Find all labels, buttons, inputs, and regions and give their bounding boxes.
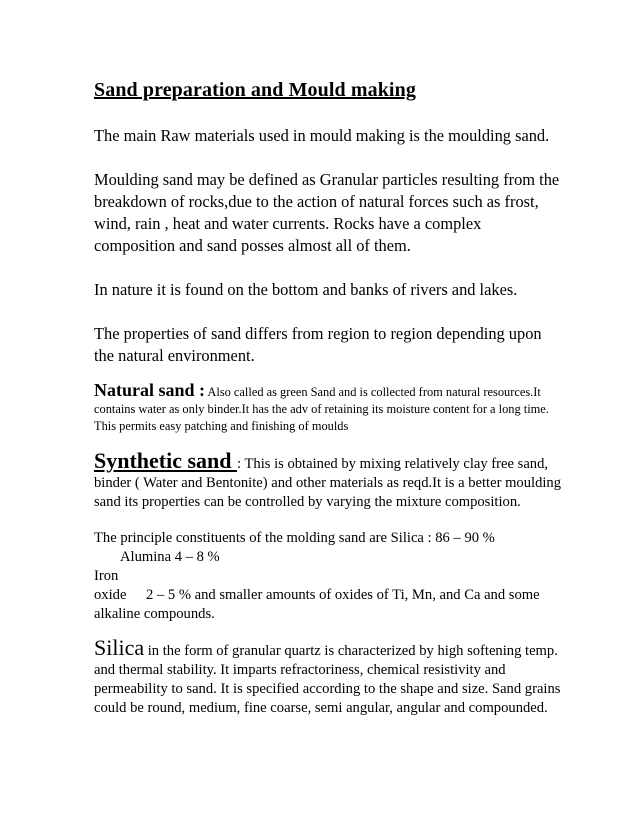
page-title: Sand preparation and Mould making xyxy=(94,79,416,101)
natural-sand-text: Also called as green Sand and is collected from natural resources.It contains water as only binder.It has the adv of retaining its moisture content for a long time. This permits easy patching and finishing of moulds xyxy=(94,385,549,433)
iron-oxide-label: Iron oxide xyxy=(94,568,127,603)
synthetic-sand-text: : This is obtained by mixing relatively clay free sand, binder ( Water and Bentonite) and other materials as reqd.It is a better moulding sand its properties can be controlled by varying the mixture composition. xyxy=(94,456,562,510)
iron-oxide-text: 2 – 5 % and smaller amounts of oxides of Ti, Mn, and Ca and some alkaline compounds. xyxy=(94,587,540,622)
natural-sand-heading: Natural sand : xyxy=(94,380,206,400)
constituents-line-3 xyxy=(94,567,564,624)
paragraph-moulding-sand-definition: Moulding sand may be defined as Granular particles resulting from the breakdown of rocks,due to the action of natural forces such as frost, wind, rain , heat and water currents. Rocks have a complex composition and sand posses almost all of them. xyxy=(94,170,560,255)
constituents-line-2: Alumina 4 – 8 % xyxy=(120,549,220,565)
paragraph-nature: In nature it is found on the bottom and banks of rivers and lakes. xyxy=(94,280,518,299)
section-natural-sand xyxy=(94,382,564,435)
silica-heading: Silica xyxy=(94,635,145,660)
paragraph-raw-materials: The main Raw materials used in mould making is the moulding sand. xyxy=(94,126,550,145)
silica-text: in the form of granular quartz is characterized by high softening temp. and thermal stability. It imparts refractoriness, chemical resistivity and permeability to sand. It is specified according to the shape and size. Sand grains could be round, medium, fine coarse, semi angular, angular and compounded. xyxy=(94,643,561,716)
constituents-line-1: The principle constituents of the molding sand are Silica : 86 – 90 % xyxy=(94,530,495,546)
section-silica xyxy=(94,635,564,718)
document-page xyxy=(94,78,564,718)
synthetic-sand-heading: Synthetic sand xyxy=(94,448,238,473)
section-synthetic-sand xyxy=(94,448,564,512)
paragraph-properties: The properties of sand differs from region to region depending upon the natural environment. xyxy=(94,324,542,365)
